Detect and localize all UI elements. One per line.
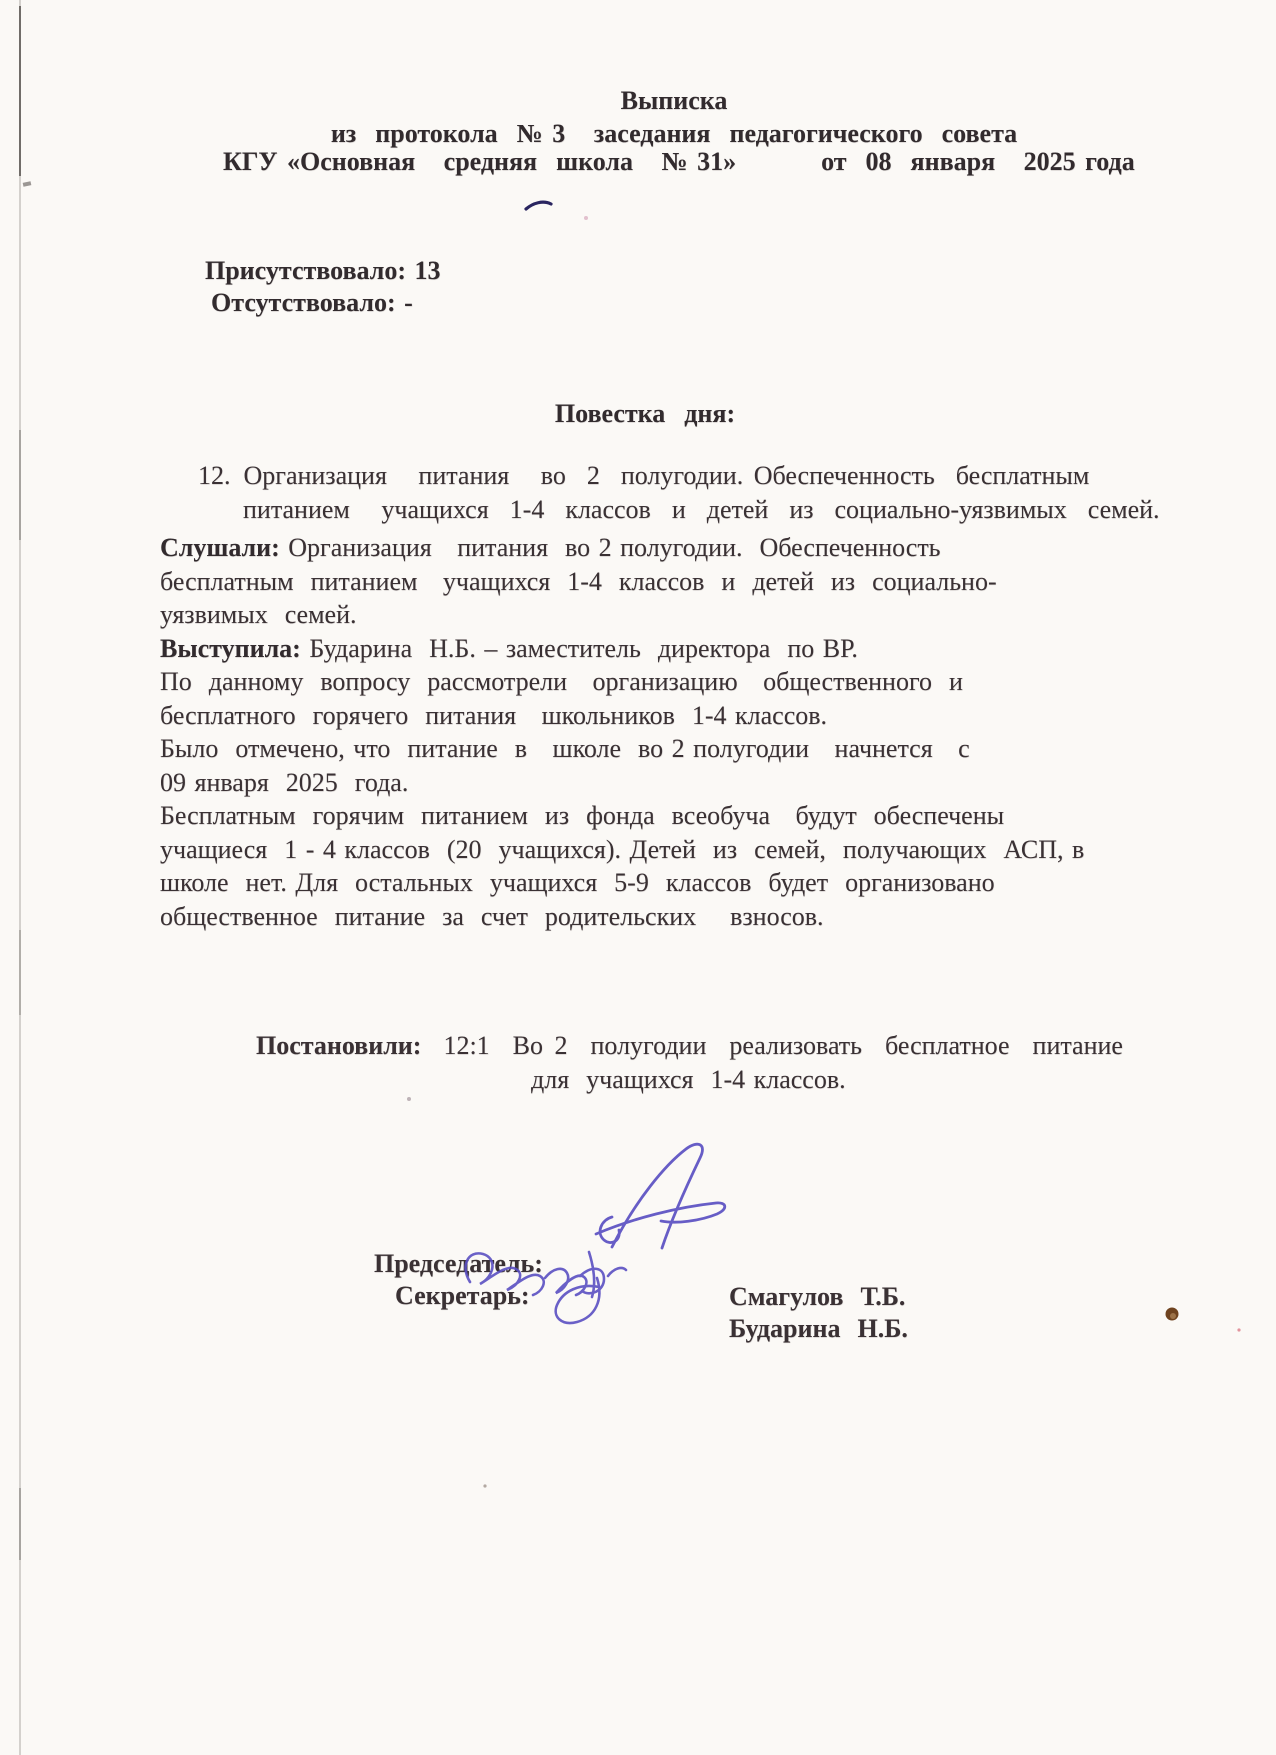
line-text: 09 января 2025 года. [160, 767, 409, 797]
resolution-line-2 [497, 1030, 846, 1129]
secretary-row [0, 1246, 1276, 1378]
body-line [160, 699, 1220, 733]
body-line [160, 766, 1220, 800]
agenda-item-text: Организация питания во 2 полугодии. Обеспеченность бесплатным [243, 461, 1090, 490]
scan-edge-artifact [19, 6, 21, 176]
chairman-name: Смагулов Т.Б. [729, 1282, 906, 1311]
body-line [160, 531, 1220, 565]
body-line [160, 799, 1220, 833]
line-text: Организация питания во 2 полугодии. Обеспеченность [279, 533, 941, 562]
protocol-date: от 08 января 2025 года [821, 147, 1135, 176]
absent-count-line [177, 253, 413, 352]
absent-count-text: Отсутствовало: - [211, 288, 413, 317]
present-count-text: Присутствовало: 13 [205, 256, 441, 285]
header-school-date-line [185, 112, 1135, 211]
secretary-name: Бударина Н.Б. [729, 1314, 908, 1343]
scan-edge-artifact [19, 930, 21, 1015]
line-text: бесплатного горячего питания школьников 1-4 классов. [160, 700, 828, 730]
scan-edge-artifact [23, 181, 32, 187]
resolution-text: 12:1 Во 2 полугодии реализовать бесплатное питание [443, 1031, 1123, 1060]
line-text: бесплатным питанием учащихся 1-4 классов и детей из социально- [160, 566, 997, 596]
line-text: общественное питание за счет родительских взносов. [160, 901, 824, 931]
lead-label: Выступила: [160, 633, 301, 663]
paper-speck [407, 1097, 411, 1101]
minutes-body [160, 531, 1220, 933]
line-text: Бударина Н.Б. – заместитель директора по ВР. [300, 633, 858, 663]
body-line [160, 900, 1220, 934]
agenda-heading-text: Повестка дня: [554, 399, 736, 428]
body-line [160, 632, 1220, 666]
body-line [160, 598, 1220, 632]
lead-label: Слушали: [160, 533, 280, 562]
body-line [160, 866, 1220, 900]
body-line [160, 565, 1220, 599]
resolution-label: Постановили: [256, 1031, 422, 1060]
line-text: Было отмечено, что питание в школе во 2 полугодии начнется с [160, 734, 970, 763]
body-line [160, 665, 1220, 699]
line-text: учащиеся 1 - 4 классов (20 учащихся). Детей из семей, получающих АСП, в [160, 834, 1085, 864]
agenda-item-number: 12. [198, 461, 231, 490]
line-text: школе нет. Для остальных учащихся 5-9 классов будет организовано [160, 868, 995, 897]
resolution-text: для учащихся 1-4 классов. [531, 1065, 846, 1094]
chairman-label: Председатель: [374, 1249, 543, 1278]
school-name: КГУ «Основная средняя школа № 31» [223, 147, 737, 176]
body-line [160, 732, 1220, 766]
body-line [160, 833, 1220, 867]
scan-edge-artifact [19, 1488, 21, 1560]
secretary-label: Секретарь: [395, 1281, 530, 1310]
paper-speck [584, 216, 588, 220]
agenda-item-text: питанием учащихся 1-4 классов и детей из социально-уязвимых семей. [243, 495, 1160, 524]
paper-speck [483, 1484, 486, 1487]
document-title-text: Выписка [620, 86, 728, 115]
line-text: уязвимых семей. [160, 600, 357, 629]
header-protocol-text: из протокола № 3 заседания педагогического совета [330, 119, 1018, 148]
line-text: По данному вопросу рассмотрели организацию общественного и [160, 667, 963, 696]
line-text: Бесплатным горячим питанием из фонда всеобуча будут обеспечены [160, 801, 1005, 830]
